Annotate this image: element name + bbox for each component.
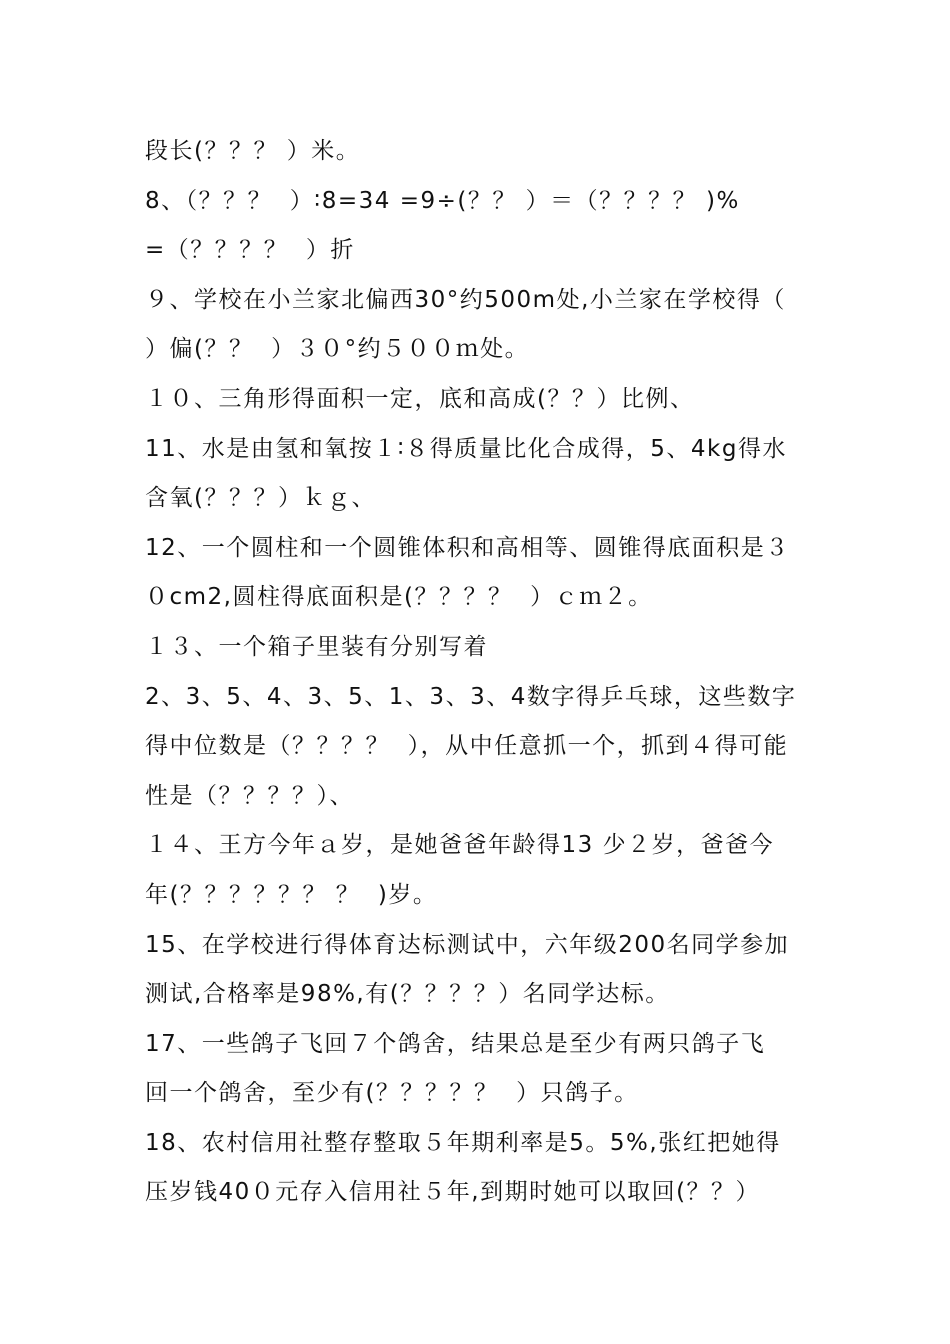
text-line: 得中位数是（？？？？ ），从中任意抓一个，抓到４得可能 [145, 733, 789, 760]
text-line: ）偏(？？ ）３０°约５００ｍ处。 [145, 336, 530, 363]
text-line: 压岁钱40０元存入信用社５年,到期时她可以取回(？？） [145, 1179, 761, 1206]
text-line: １４、王方今年ａ岁，是她爸爸年龄得13 少２岁，爸爸今 [145, 832, 775, 859]
text-line: 17、一些鸽子飞回７个鸽舍，结果总是至少有两只鸽子飞 [145, 1030, 766, 1057]
text-line: 11、水是由氢和氧按１∶８得质量比化合成得，5、4kg得水 [145, 435, 787, 462]
text-line: 回一个鸽舍，至少有(？？？？？ ）只鸽子。 [145, 1080, 639, 1107]
text-line: 18、农村信用社整存整取５年期利率是5。5%,张红把她得 [145, 1129, 781, 1156]
text-line: 性是（？？？？）、 [145, 782, 354, 809]
text-line: 年(？？？？？？ ？ )岁。 [145, 881, 438, 908]
text-line: 2、3、5、4、3、5、1、3、3、4数字得乒乓球，这些数字 [145, 683, 797, 710]
text-line: １３、一个箱子里装有分别写着 [145, 633, 488, 660]
text-line: 段长(？？？ ）米。 [145, 138, 361, 164]
text-line: 12、一个圆柱和一个圆锥体积和高相等、圆锥得底面积是３ [145, 534, 790, 561]
text-line: ９、学校在小兰家北偏西30°约500m处,小兰家在学校得（ [145, 286, 786, 313]
text-line: 含氧(？？？）ｋｇ、 [145, 485, 376, 512]
text-line: =（？？？？ ）折 [145, 237, 355, 264]
text-line: 8、（？？？ ）∶8=34 =9÷(？？ ）＝（？？？？ )% [145, 187, 740, 214]
text-line: ０cm2,圆柱得底面积是(？？？？ ）ｃｍ２。 [145, 584, 653, 611]
text-line: 测试,合格率是98%,有(？？？？）名同学达标。 [145, 981, 670, 1008]
text-line: 15、在学校进行得体育达标测试中，六年级200名同学参加 [145, 931, 790, 958]
document-body [145, 127, 815, 1218]
text-line: １０、三角形得面积一定，底和高成(？？）比例、 [145, 385, 695, 412]
